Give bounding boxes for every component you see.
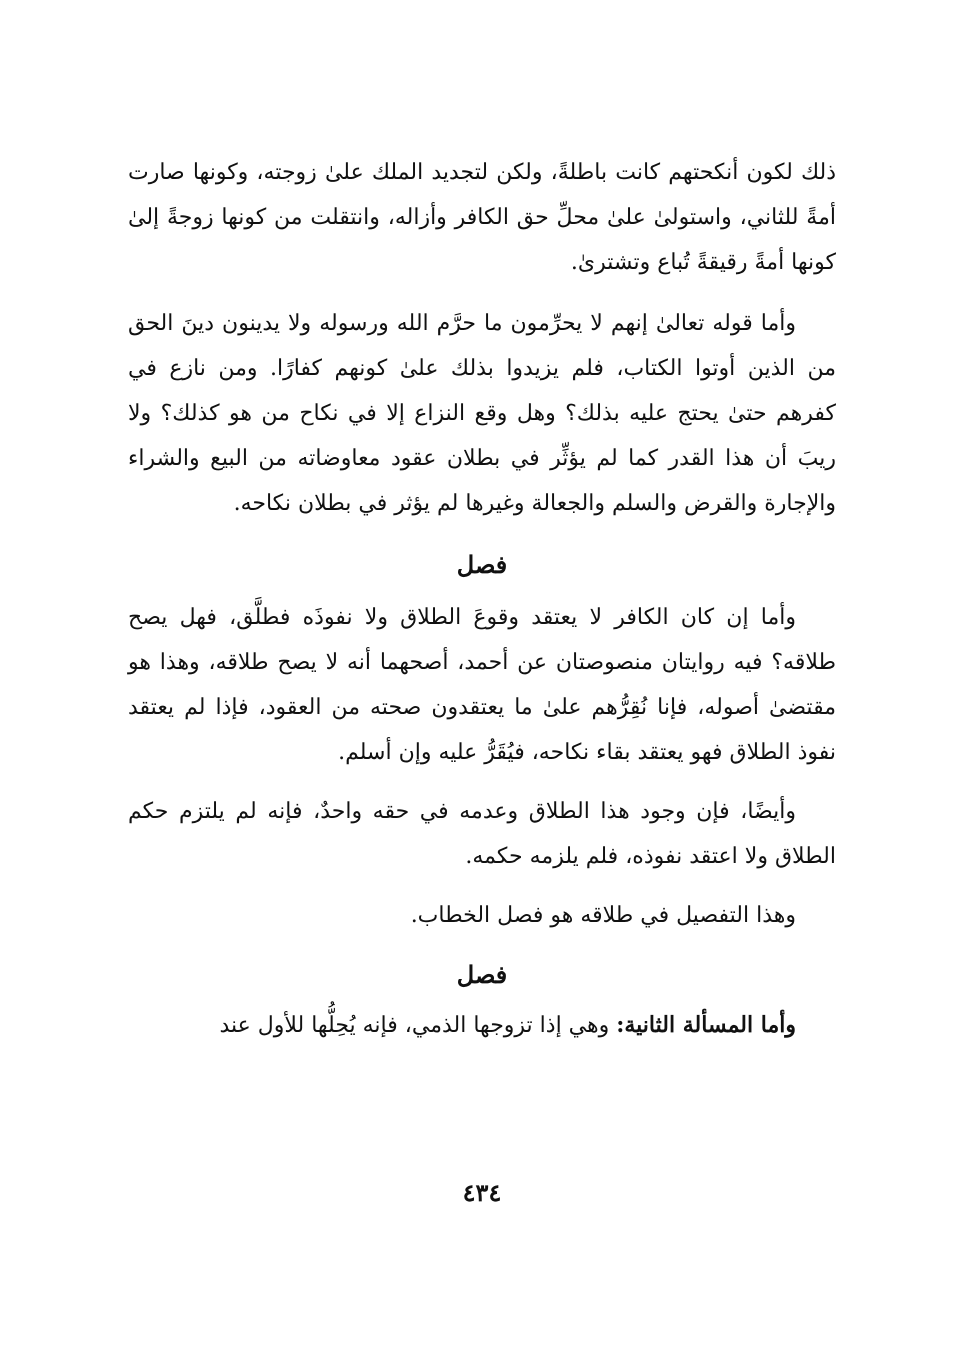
paragraph-also: وأيضًا، فإن وجود هذا الطلاق وعدمه في حقه واحدٌ، فإنه لم يلتزم حكم الطلاق ولا اعتقد نفوذه، فلم يلزمه حكمه.	[128, 799, 836, 869]
paragraph-verse-discussion: وأما قوله تعالىٰ إنهم لا يحرِّمون ما حرَّم الله ورسوله ولا يدينون دينَ الحق من الذين أوتوا الكتاب، فلم يزيدوا بذلك علىٰ كونهم كفارًا. ومن نازع في كفرهم حتىٰ يحتج عليه بذلك؟ وهل وقع النزاع إلا في نكاح من هو كذلك؟ ولا ريبَ أن هذا القدر كما لم يؤثِّر في بطلان عقود معاوضاته من البيع والشراء والإجارة والقرض والسلم والجعالة وغيرها لم يؤثر في بطلان نكاحه.	[128, 311, 836, 516]
second-issue-lead: وأما المسألة الثانية:	[616, 1012, 796, 1038]
paragraph-conclusion: وهذا التفصيل في طلاقه هو فصل الخطاب.	[410, 903, 796, 928]
paragraph-divorce-question: وأما إن كان الكافر لا يعتقد وقوعَ الطلاق ولا نفوذَه فطلَّق، فهل يصح طلاقه؟ فيه روايتان منصوصتان عن أحمد، أصحهما أنه لا يصح طلاقه، وهذا هو مقتضىٰ أصوله، فإنا نُقِرُّهم علىٰ ما يعتقدون صحته من العقود، فإذا لم يعتقد نفوذ الطلاق فهو يعتقد بقاء نكاحه، فيُقَرُّ عليه وإن أسلم.	[128, 605, 836, 765]
second-issue-text: وهي إذا تزوجها الذمي، فإنه يُحِلُّها للأول عند	[219, 1013, 617, 1038]
page-number: ٤٣٤	[462, 1178, 502, 1207]
section-heading-2: فصل	[456, 960, 508, 989]
page-body	[128, 150, 836, 1048]
paragraph-continued: ذلك لكون أنكحتهم كانت باطلةً، ولكن لتجديد الملك علىٰ زوجته، وكونها صارت أمةً للثاني، واستولىٰ علىٰ محلِّ حق الكافر وأزاله، وانتقلت من كونها زوجةً إلىٰ كونها أمةً رقيقةً تُباع وتشترىٰ.	[128, 160, 836, 275]
paragraph-second-issue	[128, 1003, 836, 1048]
section-heading: فصل	[456, 550, 508, 579]
